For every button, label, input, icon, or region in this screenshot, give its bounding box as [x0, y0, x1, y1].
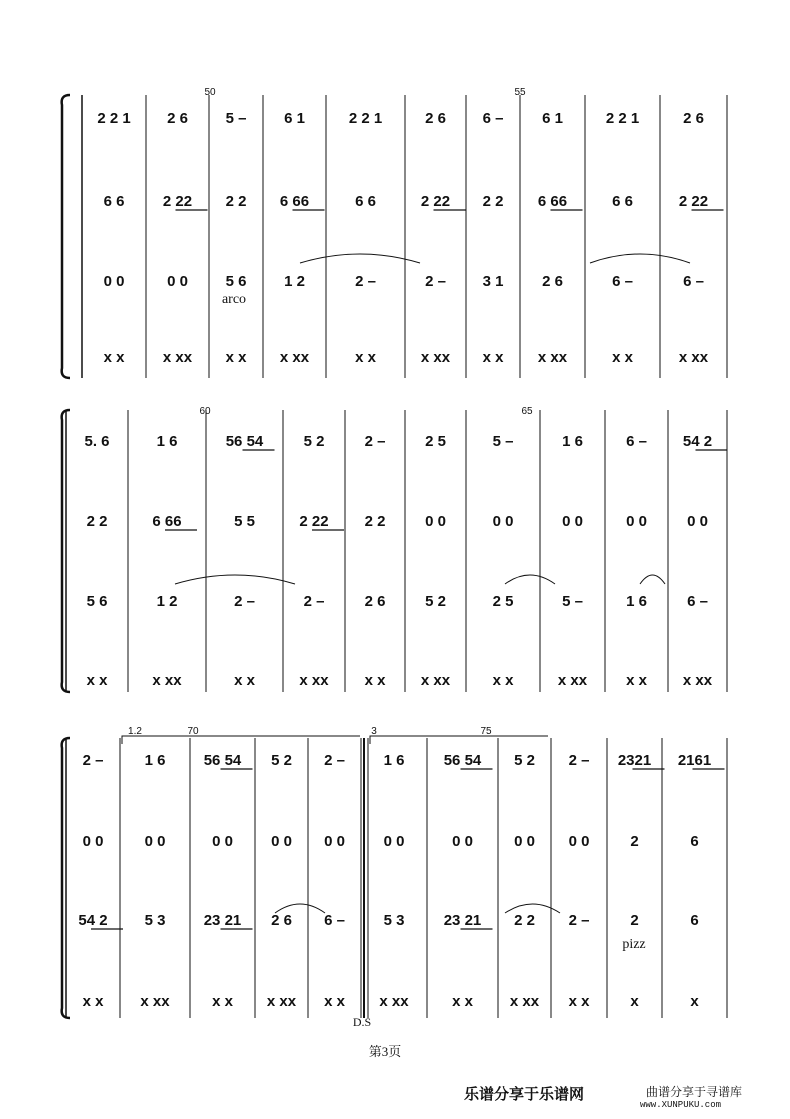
melody-cell: 2321 — [617, 752, 652, 769]
slur — [640, 575, 665, 584]
second-cell: 2 22 — [299, 513, 329, 530]
percussion-cell: x x — [86, 672, 108, 689]
third-cell: 1 6 — [626, 593, 647, 610]
third-cell: 5 3 — [144, 912, 166, 929]
melody-cell: 2 – — [568, 752, 590, 769]
melody-cell: 5. 6 — [84, 433, 110, 450]
percussion-cell: x x — [626, 672, 647, 689]
melody-cell: 5 2 — [514, 752, 535, 769]
melody-cell: 56 54 — [225, 433, 264, 450]
measure-number: 50 — [204, 87, 216, 98]
third-cell: 3 1 — [482, 273, 504, 290]
second-cell: 2 22 — [162, 193, 193, 210]
system-bracket — [62, 95, 70, 378]
melody-cell: 2 2 1 — [348, 110, 383, 127]
percussion-cell: x x — [324, 993, 345, 1010]
page-number: 第3页 — [368, 1044, 402, 1059]
second-cell: 0 0 — [568, 833, 590, 850]
third-cell: 2 – — [425, 273, 446, 290]
third-cell: 2 5 — [492, 593, 514, 610]
melody-cell: 1 6 — [144, 752, 166, 769]
second-cell: 0 0 — [687, 513, 708, 530]
percussion-cell: x xx — [266, 993, 297, 1010]
pizz-label: pizz — [622, 937, 646, 952]
percussion-cell: x xx — [152, 672, 182, 689]
percussion-cell: x x — [225, 349, 247, 366]
measure-number: 1.2 — [128, 726, 142, 737]
third-cell: 2 — [630, 912, 639, 929]
volta-3 — [370, 736, 548, 744]
slur — [590, 254, 690, 263]
measure-number: 75 — [480, 726, 492, 737]
measure-number: 55 — [514, 87, 526, 98]
melody-cell: 5 – — [225, 110, 247, 127]
measure-number: 65 — [521, 406, 533, 417]
third-cell: 2 6 — [542, 273, 563, 290]
second-cell: 6 6 — [612, 193, 633, 210]
percussion-cell: x — [630, 993, 639, 1010]
second-cell: 0 0 — [82, 833, 104, 850]
third-cell: 54 2 — [78, 912, 108, 929]
second-cell: 6 66 — [279, 193, 310, 210]
melody-cell: 6 – — [482, 110, 504, 127]
watermark-url: www.XUNPUKU.com — [640, 1100, 722, 1110]
melody-cell: 54 2 — [682, 433, 713, 450]
third-cell: 0 0 — [103, 273, 125, 290]
percussion-cell: x xx — [299, 672, 329, 689]
melody-cell: 2 6 — [425, 110, 446, 127]
percussion-cell: x xx — [509, 993, 540, 1010]
watermark-right — [620, 1083, 788, 1117]
second-cell: 6 66 — [152, 513, 182, 530]
percussion-cell: x x — [492, 672, 514, 689]
second-cell: 0 0 — [452, 833, 473, 850]
melody-cell: 2 2 1 — [605, 110, 640, 127]
watermark-right-text: 曲谱分享于寻谱库 — [646, 1085, 743, 1099]
second-cell: 2 2 — [482, 193, 504, 210]
third-cell: 0 0 — [167, 273, 188, 290]
third-cell: 2 6 — [364, 593, 386, 610]
percussion-cell: x — [690, 993, 699, 1010]
melody-cell: 56 54 — [443, 752, 482, 769]
percussion-cell: x xx — [420, 349, 451, 366]
melody-cell: 6 1 — [542, 110, 563, 127]
percussion-cell: x x — [212, 993, 233, 1010]
measure-number: 3 — [371, 726, 377, 737]
third-cell: 1 2 — [284, 273, 305, 290]
ds-mark: D.S — [352, 1015, 372, 1029]
third-cell: 23 21 — [443, 912, 482, 929]
third-cell: 6 – — [683, 273, 704, 290]
slur — [300, 254, 420, 263]
second-cell: 6 66 — [537, 193, 568, 210]
second-cell: 2 2 — [86, 513, 108, 530]
second-cell: 6 — [690, 833, 699, 850]
third-cell: 2 – — [568, 912, 590, 929]
third-cell: 5 2 — [425, 593, 446, 610]
percussion-cell: x x — [568, 993, 590, 1010]
melody-cell: 2 – — [324, 752, 345, 769]
percussion-cell: x xx — [379, 993, 409, 1010]
percussion-cell: x xx — [420, 672, 451, 689]
melody-cell: 1 6 — [383, 752, 405, 769]
third-cell: 5 6 — [86, 593, 108, 610]
third-cell: 6 – — [687, 593, 708, 610]
percussion-cell: x xx — [537, 349, 568, 366]
percussion-cell: x x — [364, 672, 386, 689]
third-cell: 6 — [690, 912, 699, 929]
percussion-cell: x xx — [557, 672, 588, 689]
melody-cell: 56 54 — [203, 752, 242, 769]
second-cell: 6 6 — [355, 193, 376, 210]
watermark-left: 乐谱分享于乐谱网 — [464, 1085, 585, 1103]
second-cell: 0 0 — [271, 833, 292, 850]
third-cell: 6 – — [612, 273, 633, 290]
second-cell: 0 0 — [626, 513, 647, 530]
third-cell: 2 6 — [271, 912, 292, 929]
percussion-cell: x xx — [682, 672, 713, 689]
third-cell: 23 21 — [203, 912, 242, 929]
second-cell: 2 — [630, 833, 639, 850]
third-cell: 2 – — [303, 593, 325, 610]
volta-1-2 — [122, 736, 360, 744]
arco-label: arco — [221, 292, 247, 307]
percussion-cell: x x — [103, 349, 125, 366]
percussion-cell: x xx — [279, 349, 310, 366]
melody-cell: 6 – — [626, 433, 647, 450]
melody-cell: 2 – — [82, 752, 104, 769]
second-cell: 0 0 — [562, 513, 583, 530]
second-cell: 0 0 — [514, 833, 535, 850]
melody-cell: 6 1 — [284, 110, 305, 127]
measure-number: 70 — [187, 726, 199, 737]
percussion-cell: x x — [482, 349, 504, 366]
percussion-cell: x x — [82, 993, 104, 1010]
slur — [175, 575, 295, 584]
second-cell: 2 22 — [678, 193, 709, 210]
third-cell: 1 2 — [156, 593, 178, 610]
second-cell: 2 22 — [420, 193, 451, 210]
melody-cell: 1 6 — [156, 433, 178, 450]
third-cell: 5 6 — [225, 273, 247, 290]
second-cell: 0 0 — [383, 833, 405, 850]
percussion-cell: x xx — [162, 349, 193, 366]
melody-cell: 2161 — [677, 752, 712, 769]
second-cell: 0 0 — [425, 513, 446, 530]
third-cell: 5 3 — [383, 912, 405, 929]
melody-cell: 2 6 — [683, 110, 704, 127]
third-cell: 6 – — [324, 912, 345, 929]
second-cell: 0 0 — [324, 833, 345, 850]
percussion-cell: x x — [234, 672, 255, 689]
third-cell: 5 – — [562, 593, 583, 610]
measure-number: 60 — [199, 406, 211, 417]
percussion-cell: x x — [355, 349, 376, 366]
melody-cell: 5 – — [492, 433, 514, 450]
melody-cell: 2 5 — [425, 433, 446, 450]
second-cell: 2 2 — [225, 193, 247, 210]
second-cell: 2 2 — [364, 513, 386, 530]
melody-cell: 2 2 1 — [97, 110, 131, 127]
third-cell: 2 – — [355, 273, 376, 290]
percussion-cell: x xx — [678, 349, 709, 366]
third-cell: 2 – — [234, 593, 255, 610]
melody-cell: 5 2 — [303, 433, 325, 450]
second-cell: 0 0 — [492, 513, 514, 530]
melody-cell: 2 – — [364, 433, 386, 450]
slur — [505, 575, 555, 584]
percussion-cell: x x — [452, 993, 473, 1010]
second-cell: 0 0 — [144, 833, 166, 850]
second-cell: 6 6 — [103, 193, 125, 210]
melody-cell: 5 2 — [271, 752, 292, 769]
percussion-cell: x x — [612, 349, 633, 366]
second-cell: 5 5 — [234, 513, 255, 530]
percussion-cell: x xx — [140, 993, 170, 1010]
melody-cell: 2 6 — [167, 110, 188, 127]
third-cell: 2 2 — [514, 912, 535, 929]
second-cell: 0 0 — [212, 833, 233, 850]
melody-cell: 1 6 — [562, 433, 583, 450]
